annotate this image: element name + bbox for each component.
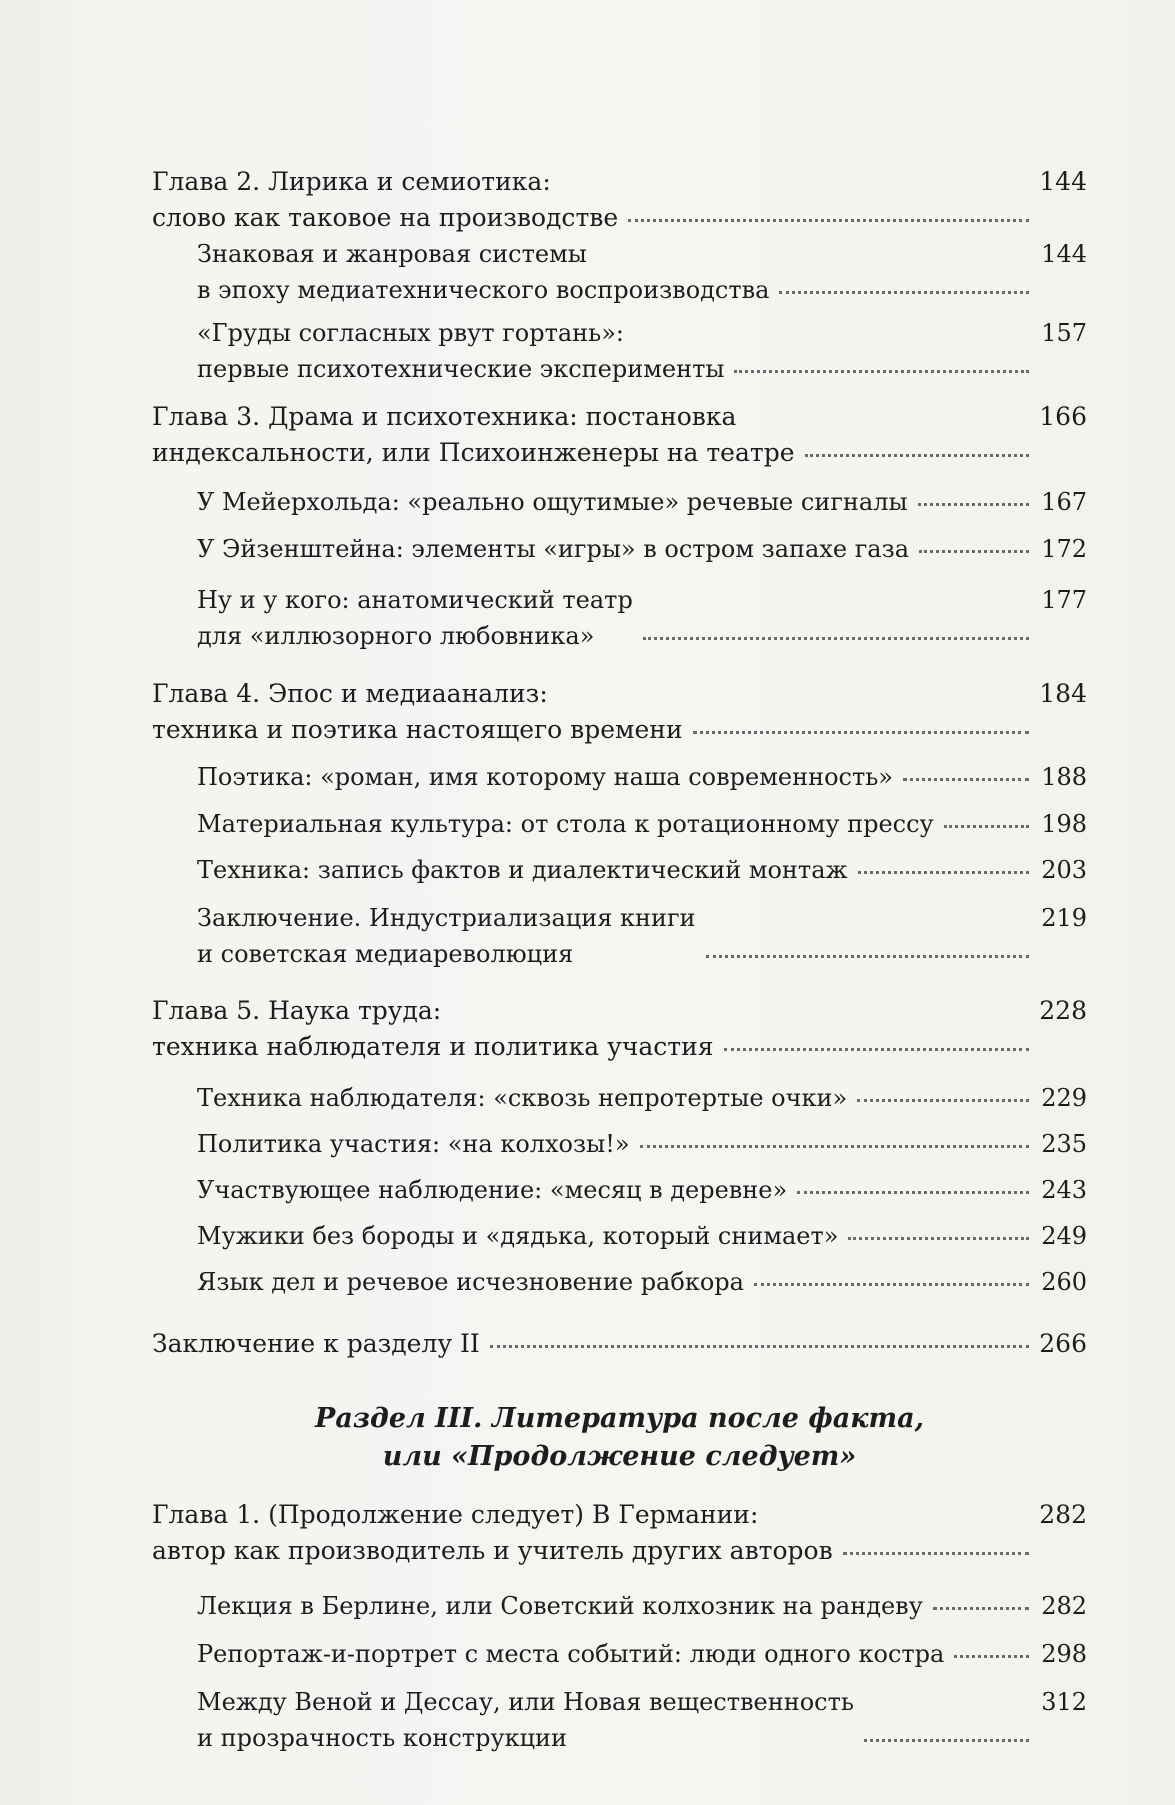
dot-leader	[843, 1551, 1029, 1555]
page-number: 144	[1039, 167, 1087, 196]
toc-entry	[197, 1684, 1087, 1756]
toc-entry	[197, 806, 1087, 842]
entry-line: Лекция в Берлине, или Советский колхозник на рандеву	[197, 1592, 923, 1620]
entry-line: Глава 2. Лирика и семиотика:	[152, 167, 551, 196]
dot-leader	[640, 1144, 1029, 1148]
entry-line: «Груды согласных рвут гортань»:	[197, 319, 624, 347]
toc-entry	[197, 1126, 1087, 1162]
page-number: 266	[1039, 1329, 1087, 1358]
entry-line: для «иллюзорного любовника»	[197, 622, 595, 650]
dot-leader	[734, 369, 1029, 373]
page-number: 188	[1041, 763, 1087, 791]
toc-entry	[197, 1080, 1087, 1116]
entry-line: Мужики без бороды и «дядька, который снимает»	[197, 1222, 839, 1250]
toc-entry-chapter-2	[152, 164, 1087, 236]
page-number: 282	[1041, 1592, 1087, 1620]
toc-entry-conclusion	[152, 1326, 1087, 1362]
entry-line: Глава 3. Драма и психотехника: постановка	[152, 402, 737, 431]
toc-entry	[197, 1218, 1087, 1254]
dot-leader	[919, 549, 1029, 553]
page-number: 177	[1041, 586, 1087, 614]
entry-line: Репортаж-и-портрет с места событий: люди одного костра	[197, 1640, 945, 1668]
toc-entry	[197, 900, 1087, 972]
toc-entry	[197, 1264, 1087, 1300]
page-number: 229	[1041, 1084, 1087, 1112]
entry-line: Глава 1. (Продолжение следует) В Германии:	[152, 1500, 759, 1529]
entry-line: техника и поэтика настоящего времени	[152, 715, 683, 744]
entry-line: Глава 4. Эпос и медиаанализ:	[152, 679, 548, 708]
entry-line: Материальная культура: от стола к ротационному прессу	[197, 810, 934, 838]
entry-line: техника наблюдателя и политика участия	[152, 1032, 714, 1061]
toc-entry-chapter-5	[152, 993, 1087, 1065]
dot-leader	[805, 453, 1029, 457]
page-number: 184	[1039, 679, 1087, 708]
entry-line: Заключение к разделу II	[152, 1329, 480, 1358]
dot-leader	[857, 1098, 1029, 1102]
dot-leader	[918, 502, 1029, 506]
toc-entry	[197, 759, 1087, 795]
page-number: 243	[1041, 1176, 1087, 1204]
section-heading-line: или «Продолжение следует»	[382, 1441, 857, 1472]
page-number: 312	[1041, 1688, 1087, 1716]
page-number: 228	[1039, 996, 1087, 1025]
toc-entry	[197, 236, 1087, 308]
entry-line: Глава 5. Наука труда:	[152, 996, 442, 1025]
dot-leader	[797, 1190, 1029, 1194]
toc-entry	[197, 852, 1087, 888]
dot-leader	[864, 1738, 1029, 1742]
entry-line: Политика участия: «на колхозы!»	[197, 1130, 630, 1158]
page-number: 203	[1041, 856, 1087, 884]
entry-line: индексальности, или Психоинженеры на театре	[152, 438, 795, 467]
entry-line: Между Веной и Дессау, или Новая вещественность	[197, 1688, 854, 1716]
entry-line: Ну и у кого: анатомический театр	[197, 586, 633, 614]
entry-line: Техника наблюдателя: «сквозь непротертые очки»	[197, 1084, 848, 1112]
dot-leader	[693, 730, 1029, 734]
page-number: 198	[1041, 810, 1087, 838]
toc-entry-chapter-4	[152, 676, 1087, 748]
toc-entry	[197, 582, 1087, 654]
dot-leader	[903, 777, 1029, 781]
page-number: 249	[1041, 1222, 1087, 1250]
entry-line: и советская медиареволюция	[197, 940, 574, 968]
dot-leader	[954, 1654, 1029, 1658]
toc-entry-chapter-1	[152, 1497, 1087, 1569]
dot-leader	[706, 954, 1029, 958]
page-number: 166	[1039, 402, 1087, 431]
page-number: 144	[1041, 240, 1087, 268]
dot-leader	[848, 1236, 1029, 1240]
page-number: 298	[1041, 1640, 1087, 1668]
entry-line: Техника: запись фактов и диалектический монтаж	[197, 856, 848, 884]
dot-leader	[858, 870, 1029, 874]
toc-entry	[197, 1588, 1087, 1624]
entry-line: Участвующее наблюдение: «месяц в деревне»	[197, 1176, 788, 1204]
dot-leader	[628, 218, 1029, 222]
page-number: 172	[1041, 535, 1087, 563]
dot-leader	[779, 290, 1029, 294]
entry-line: слово как таковое на производстве	[152, 203, 619, 232]
section-heading-line: Раздел III. Литература после факта,	[315, 1403, 924, 1434]
section-heading	[152, 1400, 1087, 1476]
page-number: 235	[1041, 1130, 1087, 1158]
entry-line: и прозрачность конструкции	[197, 1724, 567, 1752]
dot-leader	[643, 636, 1029, 640]
page-number: 260	[1041, 1268, 1087, 1296]
entry-line: У Эйзенштейна: элементы «игры» в остром запахе газа	[197, 535, 909, 563]
toc-entry	[197, 1636, 1087, 1672]
entry-line: Знаковая и жанровая системы	[197, 240, 587, 268]
entry-line: первые психотехнические эксперименты	[197, 355, 725, 383]
dot-leader	[754, 1282, 1029, 1286]
toc-entry	[197, 315, 1087, 387]
entry-line: Заключение. Индустриализация книги	[197, 904, 696, 932]
entry-line: Язык дел и речевое исчезновение рабкора	[197, 1268, 744, 1296]
toc-entry	[197, 484, 1087, 520]
entry-line: У Мейерхольда: «реально ощутимые» речевые сигналы	[197, 488, 908, 516]
toc-entry	[197, 531, 1087, 567]
dot-leader	[724, 1047, 1029, 1051]
dot-leader	[490, 1344, 1029, 1348]
entry-line: в эпоху медиатехнического воспроизводства	[197, 276, 770, 304]
page-number: 219	[1041, 904, 1087, 932]
page-number: 157	[1041, 319, 1087, 347]
toc-entry	[197, 1172, 1087, 1208]
toc-entry-chapter-3	[152, 399, 1087, 471]
page-number: 167	[1041, 488, 1087, 516]
dot-leader	[944, 824, 1029, 828]
entry-line: Поэтика: «роман, имя которому наша современность»	[197, 763, 893, 791]
dot-leader	[933, 1606, 1029, 1610]
page-number: 282	[1039, 1500, 1087, 1529]
entry-line: автор как производитель и учитель других авторов	[152, 1536, 833, 1565]
